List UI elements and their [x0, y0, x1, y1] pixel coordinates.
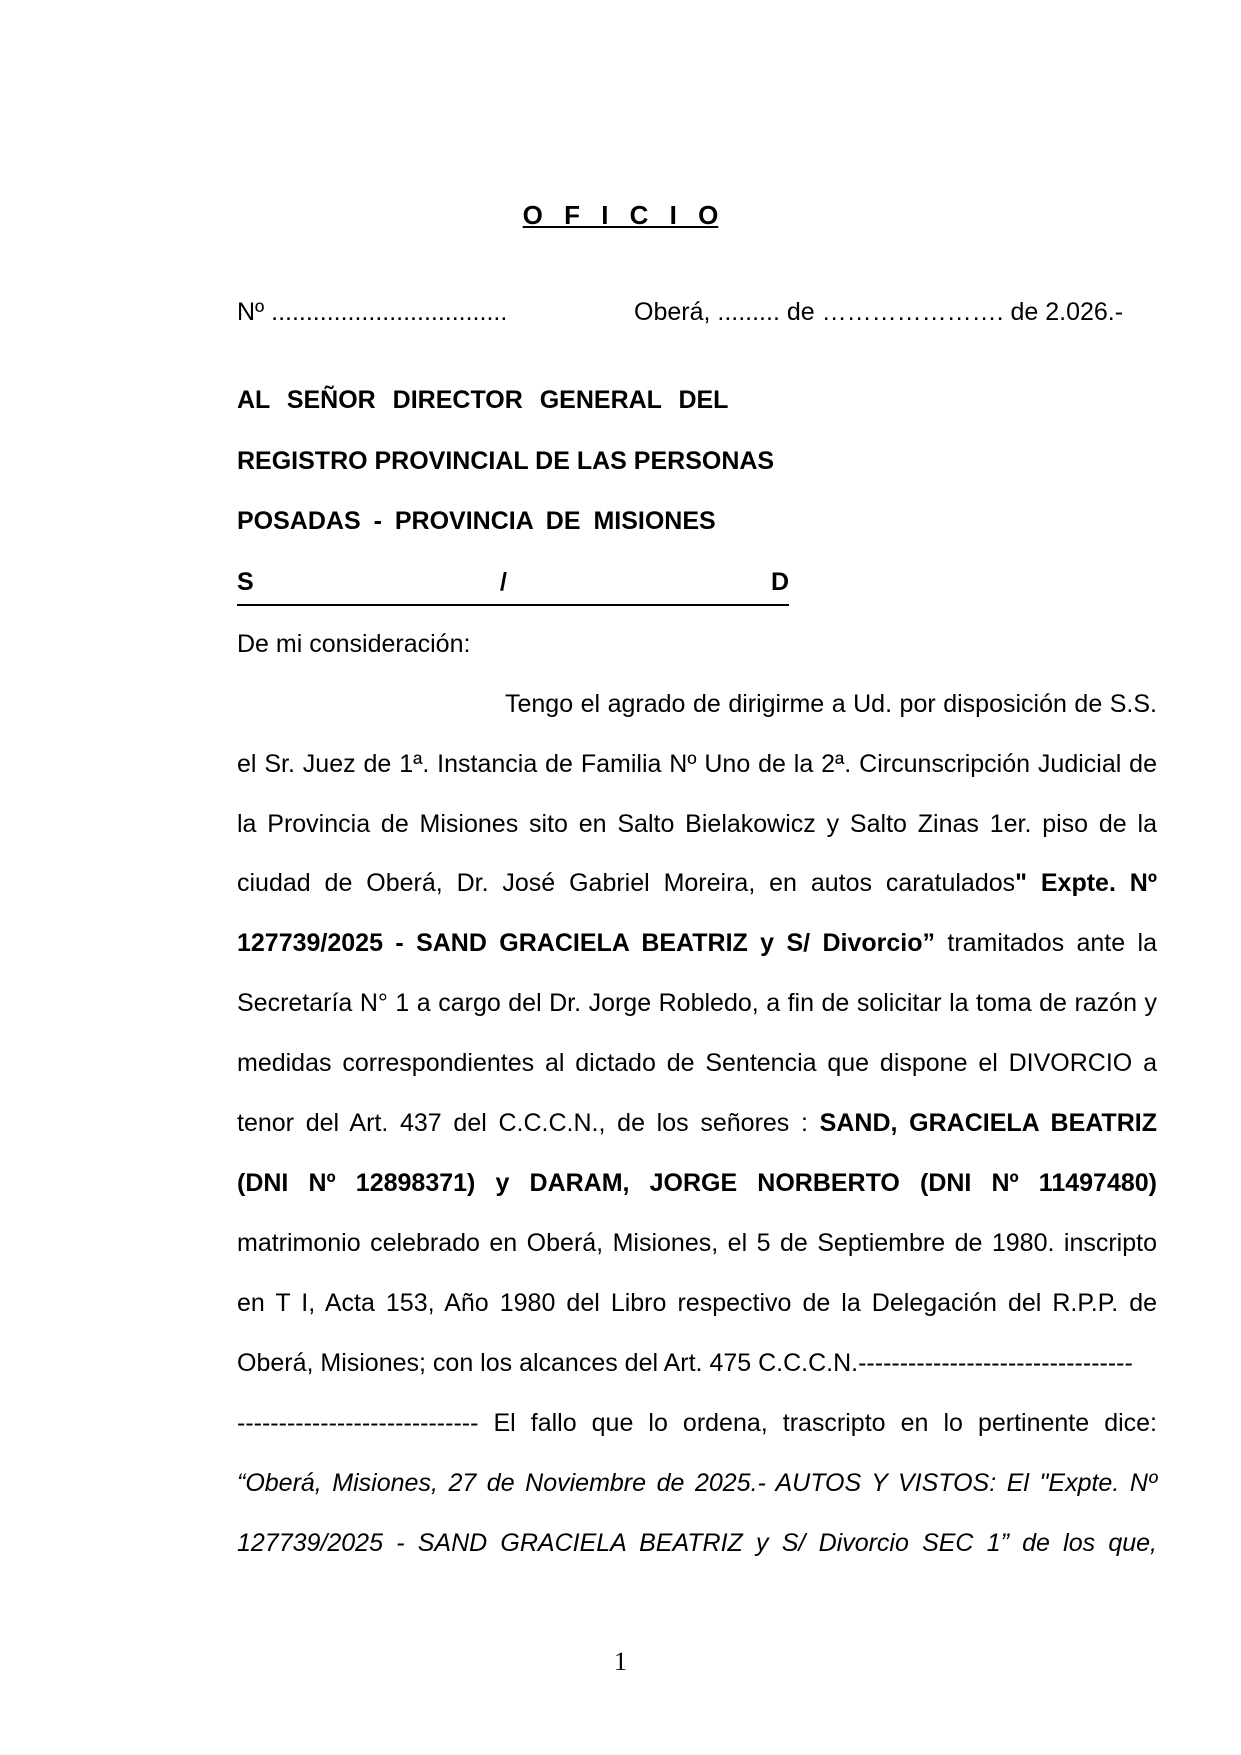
- body-line-5-text: tramitados ante la: [935, 929, 1157, 957]
- case-ref-start: " Expte. Nº: [1015, 869, 1157, 897]
- body-line-2: el Sr. Juez de 1ª. Instancia de Familia Nº Uno de la 2ª. Circunscripción Judicial de: [237, 750, 1157, 778]
- number-date-line: [237, 295, 1157, 329]
- body-line-8: [237, 1106, 1157, 1140]
- greeting: De mi consideración:: [237, 630, 471, 658]
- sd-d: D: [770, 568, 789, 596]
- body-line-14: “Oberá, Misiones, 27 de Noviembre de 2025.- AUTOS Y VISTOS: El "Expte. Nº: [237, 1469, 1157, 1497]
- oficio-number: Nº ..................................: [237, 298, 508, 326]
- body-line-13: ----------------------------- El fallo que lo ordena, trascripto en lo pertinente dice:: [237, 1409, 1157, 1437]
- addressee-line-1: AL SEÑOR DIRECTOR GENERAL DEL: [237, 386, 729, 414]
- body-line-9: (DNI Nº 12898371) y DARAM, JORGE NORBERTO (DNI Nº 11497480): [237, 1169, 1157, 1197]
- body-line-5: [237, 926, 1157, 960]
- body-line-8-text: tenor del Art. 437 del C.C.C.N., de los señores :: [237, 1109, 820, 1137]
- body-line-1: Tengo el agrado de dirigirme a Ud. por disposición de S.S.: [505, 690, 1157, 718]
- sd-s: S: [237, 568, 254, 596]
- body-line-15: 127739/2025 - SAND GRACIELA BEATRIZ y S/ Divorcio SEC 1” de los que,: [237, 1529, 1157, 1557]
- body-line-6: Secretaría N° 1 a cargo del Dr. Jorge Robledo, a fin de solicitar la toma de razón y: [237, 989, 1157, 1017]
- document-title: O F I C I O: [522, 200, 719, 230]
- body-line-10: matrimonio celebrado en Oberá, Misiones, el 5 de Septiembre de 1980. inscripto: [237, 1229, 1157, 1257]
- body-line-7: medidas correspondientes al dictado de Sentencia que dispone el DIVORCIO a: [237, 1049, 1157, 1077]
- sd-slash: /: [500, 568, 507, 596]
- addressee-line-3: POSADAS - PROVINCIA DE MISIONES: [237, 507, 716, 535]
- body-line-11: en T I, Acta 153, Año 1980 del Libro respectivo de la Delegación del R.P.P. de: [237, 1289, 1157, 1317]
- party-1-name: SAND, GRACIELA BEATRIZ: [819, 1109, 1157, 1137]
- body-line-12: Oberá, Misiones; con los alcances del Art. 475 C.C.C.N.---------------------------------: [237, 1349, 1133, 1377]
- case-ref-end: 127739/2025 - SAND GRACIELA BEATRIZ y S/ Divorcio”: [237, 929, 935, 957]
- body-line-4: [237, 866, 1157, 900]
- body-line-3: la Provincia de Misiones sito en Salto Bielakowicz y Salto Zinas 1er. piso de la: [237, 810, 1157, 838]
- sd-line: [237, 568, 789, 606]
- date-line: Oberá, ......... de …………………. de 2.026.-: [634, 298, 1124, 326]
- body-line-4-text: ciudad de Oberá, Dr. José Gabriel Moreira, en autos caratulados: [237, 869, 1016, 897]
- addressee-line-2: REGISTRO PROVINCIAL DE LAS PERSONAS: [237, 447, 775, 475]
- page-number: 1: [614, 1647, 627, 1676]
